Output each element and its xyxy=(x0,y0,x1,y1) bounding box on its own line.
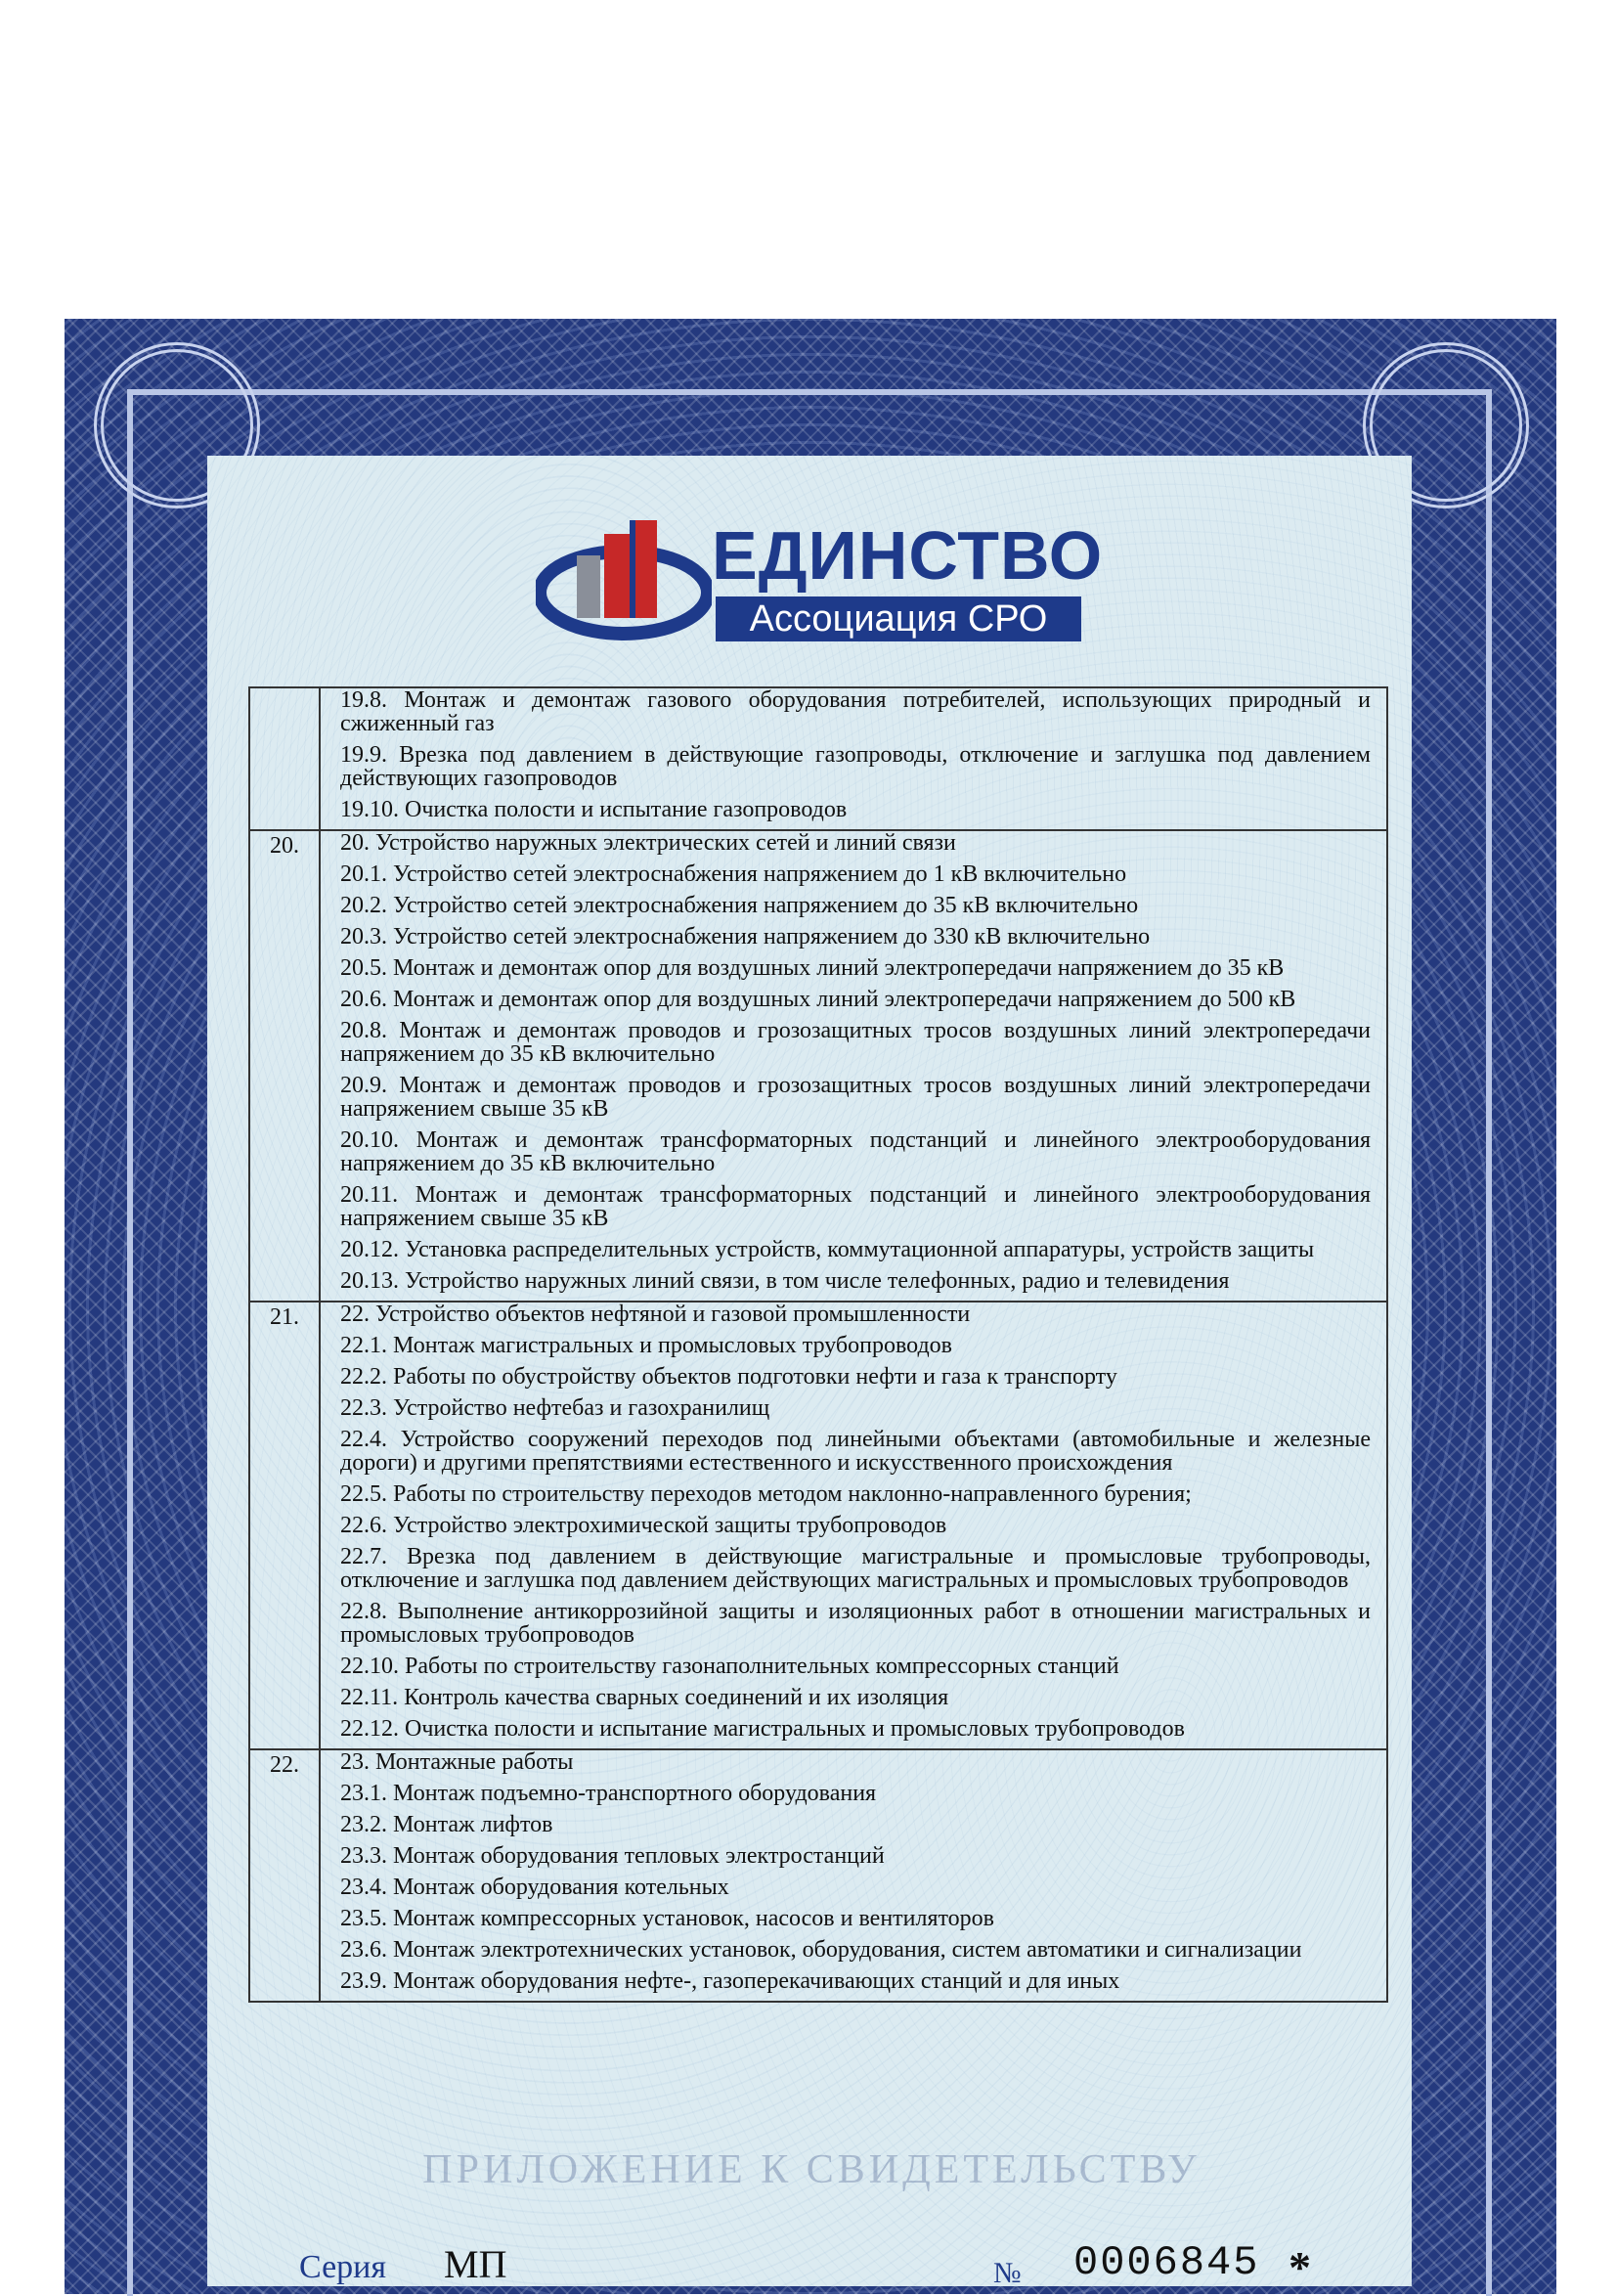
work-item: 22.8. Выполнение антикоррозийной защиты и изоляционных работ в отношении магистральных и промысловых трубопроводов xyxy=(340,1599,1371,1648)
work-item: 20. Устройство наружных электрических сетей и линий связи xyxy=(340,830,956,856)
work-item: 20.13. Устройство наружных линий связи, в том числе телефонных, радио и телевидения xyxy=(340,1268,1230,1294)
work-item: 22.4. Устройство сооружений переходов под линейными объектами (автомобильные и железные дороги) и другими препятствиями естественного и искусственного происхождения xyxy=(340,1427,1371,1476)
work-item: 23.4. Монтаж оборудования котельных xyxy=(340,1875,729,1900)
work-item: 22.3. Устройство нефтебаз и газохранилищ xyxy=(340,1395,770,1421)
work-item: 19.8. Монтаж и демонтаж газового оборудования потребителей, использующих природный и сжиженный газ xyxy=(340,687,1371,736)
series-value: МП xyxy=(444,2242,507,2286)
works-table xyxy=(248,686,1388,2003)
work-item: 20.5. Монтаж и демонтаж опор для воздушных линий электропередачи напряжением до 35 кВ xyxy=(340,955,1285,981)
work-item: 20.1. Устройство сетей электроснабжения напряжением до 1 кВ включительно xyxy=(340,861,1127,887)
row-number: 20. xyxy=(249,830,320,1302)
work-item: 22. Устройство объектов нефтяной и газовой промышленности xyxy=(340,1302,971,1327)
work-item: 23.5. Монтаж компрессорных установок, насосов и вентиляторов xyxy=(340,1906,995,1931)
work-item: 20.2. Устройство сетей электроснабжения напряжением до 35 кВ включительно xyxy=(340,893,1139,918)
row-content xyxy=(320,1749,1387,2002)
work-item: 19.10. Очистка полости и испытание газопроводов xyxy=(340,797,848,822)
table-row xyxy=(249,1302,1387,1749)
work-item: 23. Монтажные работы xyxy=(340,1749,574,1775)
work-item: 22.1. Монтаж магистральных и промысловых трубопроводов xyxy=(340,1333,953,1358)
work-item: 20.8. Монтаж и демонтаж проводов и грозозащитных тросов воздушных линий электропередачи напряжением до 35 кВ включительно xyxy=(340,1018,1371,1067)
work-item: 20.11. Монтаж и демонтаж трансформаторных подстанций и линейного электрооборудования напряжением свыше 35 кВ xyxy=(340,1182,1371,1231)
table-row xyxy=(249,1749,1387,2002)
work-item: 20.10. Монтаж и демонтаж трансформаторных подстанций и линейного электрооборудования напряжением до 35 кВ включительно xyxy=(340,1127,1371,1176)
work-item: 22.11. Контроль качества сварных соединений и их изоляция xyxy=(340,1685,949,1710)
row-number: 22. xyxy=(249,1749,320,2002)
star-mark: * xyxy=(1289,2242,1311,2292)
logo-subtitle: Ассоциация СРО xyxy=(716,596,1081,641)
work-item: 20.12. Установка распределительных устройств, коммутационной аппаратуры, устройств защиты xyxy=(340,1237,1315,1262)
appendix-watermark: ПРИЛОЖЕНИЕ К СВИДЕТЕЛЬСТВУ xyxy=(422,2147,1201,2192)
work-item: 20.3. Устройство сетей электроснабжения напряжением до 330 кВ включительно xyxy=(340,924,1151,949)
certificate-number: 0006845 xyxy=(1073,2239,1260,2286)
table-row xyxy=(249,687,1387,830)
work-item: 23.6. Монтаж электротехнических установок, оборудования, систем автоматики и сигнализации xyxy=(340,1937,1302,1963)
row-number: 21. xyxy=(249,1302,320,1749)
work-item: 22.6. Устройство электрохимической защиты трубопроводов xyxy=(340,1513,947,1538)
work-item: 22.2. Работы по обустройству объектов подготовки нефти и газа к транспорту xyxy=(340,1364,1117,1390)
row-content xyxy=(320,830,1387,1302)
work-item: 23.1. Монтаж подъемно-транспортного оборудования xyxy=(340,1781,877,1806)
work-item: 22.5. Работы по строительству переходов методом наклонно-направленного бурения; xyxy=(340,1481,1192,1507)
work-item: 23.2. Монтаж лифтов xyxy=(340,1812,553,1837)
work-item: 20.9. Монтаж и демонтаж проводов и грозозащитных тросов воздушных линий электропередачи напряжением свыше 35 кВ xyxy=(340,1073,1371,1122)
row-content xyxy=(320,1302,1387,1749)
work-item: 23.9. Монтаж оборудования нефте-, газоперекачивающих станций и для иных xyxy=(340,1968,1120,1994)
logo-title: ЕДИНСТВО xyxy=(712,517,1104,594)
work-item: 22.12. Очистка полости и испытание магистральных и промысловых трубопроводов xyxy=(340,1716,1185,1742)
buildings-logo-icon xyxy=(536,516,712,643)
row-content xyxy=(320,687,1387,830)
row-number xyxy=(249,687,320,830)
work-item: 20.6. Монтаж и демонтаж опор для воздушных линий электропередачи напряжением до 500 кВ xyxy=(340,987,1296,1012)
work-item: 22.10. Работы по строительству газонаполнительных компрессорных станций xyxy=(340,1654,1119,1679)
table-row xyxy=(249,830,1387,1302)
work-item: 19.9. Врезка под давлением в действующие газопроводы, отключение и заглушка под давлением действующих газопроводов xyxy=(340,742,1371,791)
series-label: Серия xyxy=(299,2249,387,2285)
number-label: № xyxy=(993,2257,1022,2289)
work-item: 23.3. Монтаж оборудования тепловых электростанций xyxy=(340,1843,885,1869)
work-item: 22.7. Врезка под давлением в действующие магистральные и промысловые трубопроводы, отключение и заглушка под давлением действующих магистральных и промысловых трубопроводов xyxy=(340,1544,1371,1593)
association-logo xyxy=(536,516,1104,643)
